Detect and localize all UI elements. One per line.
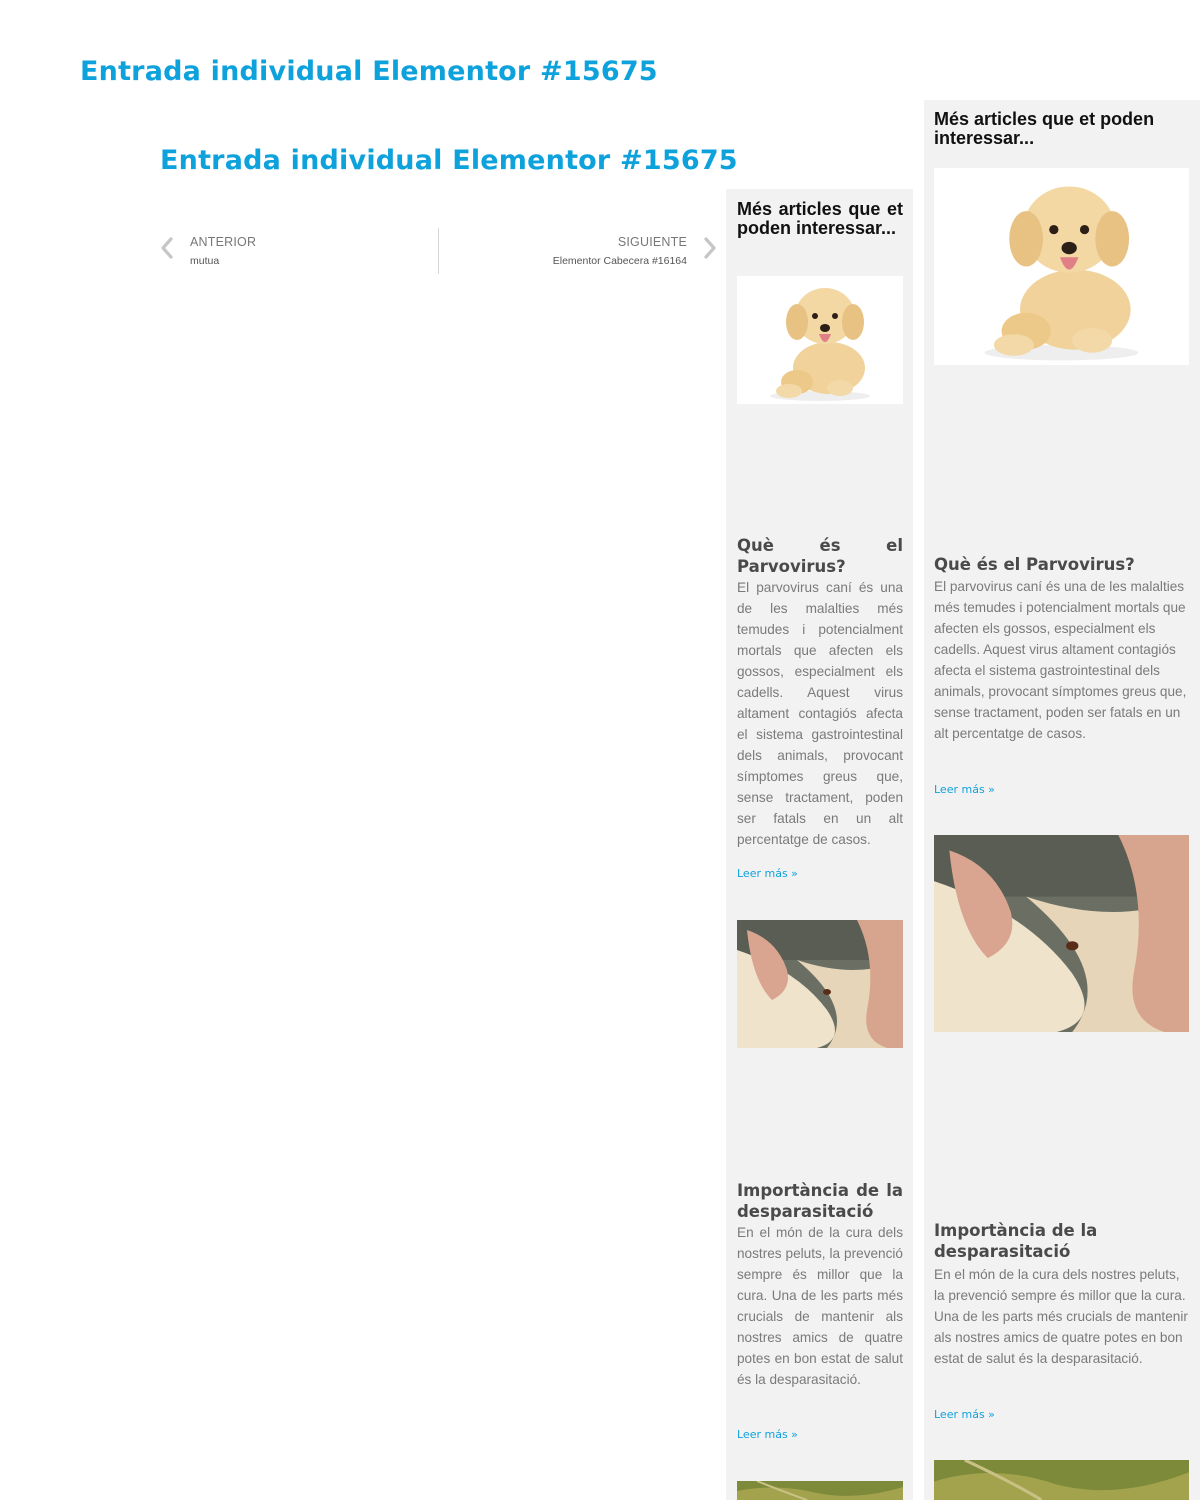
page-title: Entrada individual Elementor #15675 — [80, 56, 658, 87]
read-more-link[interactable]: Leer más » — [737, 867, 798, 880]
previous-post-link[interactable] — [160, 228, 438, 274]
post-thumbnail-puppy[interactable] — [934, 168, 1189, 365]
leaf-photo-icon — [934, 1460, 1189, 1500]
puppy-photo-icon — [934, 168, 1189, 365]
previous-title: mutua — [190, 255, 220, 267]
post-title-link[interactable]: Què és el Parvovirus? — [934, 555, 1135, 574]
post-title-link[interactable]: Què és el Parvovirus? — [737, 536, 903, 576]
previous-label: ANTERIOR — [190, 235, 257, 249]
read-more-link[interactable]: Leer más » — [934, 783, 995, 796]
tick-fur-photo-icon — [934, 835, 1189, 1032]
post-excerpt: En el món de la cura dels nostres peluts, la prevenció sempre és millor que la cura. Una de les parts més crucials de mantenir als nostres amics de quatre potes en bon estat de salut és la desparasitació. — [737, 1225, 903, 1387]
post-thumbnail-leaf[interactable] — [737, 1481, 903, 1500]
related-posts-sidebar-narrow — [726, 189, 913, 1500]
chevron-left-icon — [160, 234, 174, 262]
post-title-link[interactable]: Importància de la desparasitació — [934, 1221, 1098, 1261]
sidebar-heading: Més articles que et poden interessar... — [934, 109, 1155, 148]
next-label: SIGUIENTE — [617, 235, 687, 249]
post-thumbnail-puppy[interactable] — [737, 276, 903, 404]
sidebar-heading: Més articles que et poden interessar... — [737, 199, 903, 238]
post-title-link[interactable]: Importància de la desparasitació — [737, 1181, 903, 1221]
read-more-link[interactable]: Leer más » — [934, 1408, 995, 1421]
tick-fur-photo-icon — [737, 920, 903, 1048]
post-title: Entrada individual Elementor #15675 — [160, 145, 738, 176]
read-more-link[interactable]: Leer más » — [737, 1428, 798, 1441]
related-posts-sidebar-wide — [924, 100, 1200, 1500]
puppy-photo-icon — [737, 276, 903, 404]
next-title: Elementor Cabecera #16164 — [552, 255, 687, 267]
post-excerpt: El parvovirus caní és una de les malalties més temudes i potencialment mortals que afecten els gossos, especialment els cadells. Aquest virus altament contagiós afecta el sistema gastrointestinal dels animals, provocant símptomes greus que, sense tractament, poden ser fatals en un alt percentatge de casos. — [737, 580, 903, 847]
leaf-photo-icon — [737, 1481, 903, 1500]
post-thumbnail-leaf[interactable] — [934, 1460, 1189, 1500]
post-thumbnail-tick[interactable] — [737, 920, 903, 1048]
post-thumbnail-tick[interactable] — [934, 835, 1189, 1032]
post-excerpt: En el món de la cura dels nostres peluts, la prevenció sempre és millor que la cura. Una de les parts més crucials de mantenir als nostres amics de quatre potes en bon estat de salut és la desparasitació. — [934, 1267, 1188, 1366]
chevron-right-icon — [703, 234, 717, 262]
next-post-link[interactable] — [439, 228, 719, 274]
post-excerpt: El parvovirus caní és una de les malalties més temudes i potencialment mortals que afecten els gossos, especialment els cadells. Aquest virus altament contagiós afecta el sistema gastrointestinal dels animals, provocant símptomes greus que, sense tractament, poden ser fatals en un alt percentatge de casos. — [934, 579, 1187, 741]
